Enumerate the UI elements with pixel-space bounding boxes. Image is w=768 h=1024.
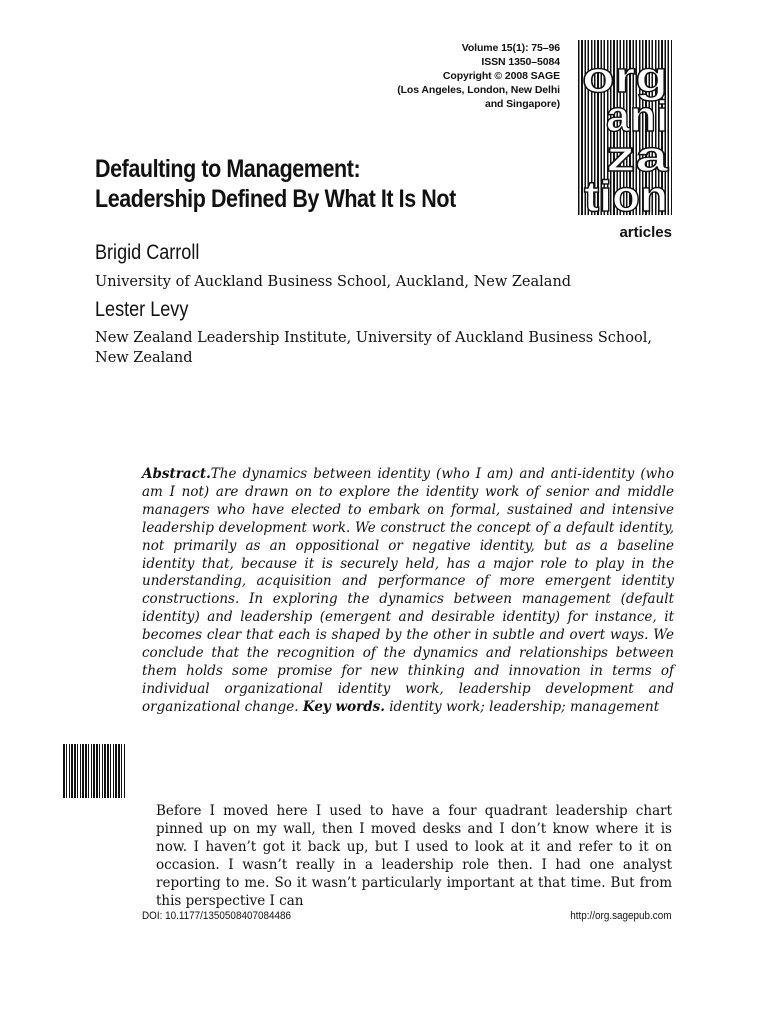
affiliation-line: University of Auckland Business School, Auckland, New Zealand	[95, 274, 572, 290]
journal-logo	[578, 40, 672, 215]
logo-line-1: org	[582, 53, 668, 102]
doi-text: DOI: 10.1177/1350508407084486	[142, 910, 292, 922]
keywords-text: identity work; leadership; management	[384, 698, 660, 715]
body-paragraph: Before I moved here I used to have a four quadrant leadership chart pinned up on my wall, then I moved desks and I don’t know where it is now. I haven’t got it back up, but I used to look at it and refer to it on occasion. I wasn’t really in a leadership role then. I had one analyst reporting to me. So it wasn’t particularly important at that time. But from this perspective I can	[156, 803, 672, 909]
section-label: articles	[619, 224, 672, 241]
affiliation-line: New Zealand Leadership Institute, University of Auckland Business School,	[95, 330, 652, 346]
issn: ISSN 1350–5084	[481, 56, 560, 68]
copyright: Copyright © 2008 SAGE	[442, 70, 560, 82]
title-line-2: Leadership Defined By What It Is Not	[95, 185, 456, 213]
abstract	[142, 466, 674, 717]
journal-metadata	[330, 41, 560, 111]
abstract-label: Abstract.	[142, 466, 211, 482]
author-name: Brigid Carroll	[95, 241, 200, 264]
article-title	[95, 154, 499, 214]
keywords-label: Key words.	[302, 698, 385, 715]
abstract-text: The dynamics between identity (who I am) and anti-identity (who am I not) are drawn on to explore the identity work of senior and middle managers who have elected to embark on formal, sustained and intensive leadership development work. We construct the concept of a default identity, not primarily as an oppositional or negative identity, but as a baseline identity that, because it is securely held, has a major role to play in the understanding, acquisition and performance of more emergent identity constructions. In exploring the dynamics between management (default identity) and leadership (emergent and desirable identity) for instance, it becomes clear that each is shaped by the other in subtle and overt ways. We conclude that the recognition of the dynamics and relationships between them holds some promise for new thinking and innovation in terms of individual organizational identity work, leadership development and organizational change.	[142, 466, 674, 715]
barcode-marker	[63, 744, 125, 798]
logo-line-2: ani	[606, 92, 668, 141]
logo-line-3: za	[606, 132, 669, 181]
volume-info: Volume 15(1): 75–96	[461, 42, 560, 54]
affiliation-line: New Zealand	[95, 350, 193, 366]
journal-url-link[interactable]: http://org.sagepub.com	[570, 910, 672, 922]
author-affiliation	[95, 328, 685, 368]
author-name: Lester Levy	[95, 298, 189, 321]
title-line-1: Defaulting to Management:	[95, 155, 361, 183]
publisher-places-line2: and Singapore)	[484, 98, 560, 110]
logo-line-4: tion	[584, 172, 668, 215]
publisher-places-line1: (Los Angeles, London, New Delhi	[397, 84, 560, 96]
author-affiliation	[95, 272, 655, 292]
journal-logo-lettering	[578, 40, 672, 215]
